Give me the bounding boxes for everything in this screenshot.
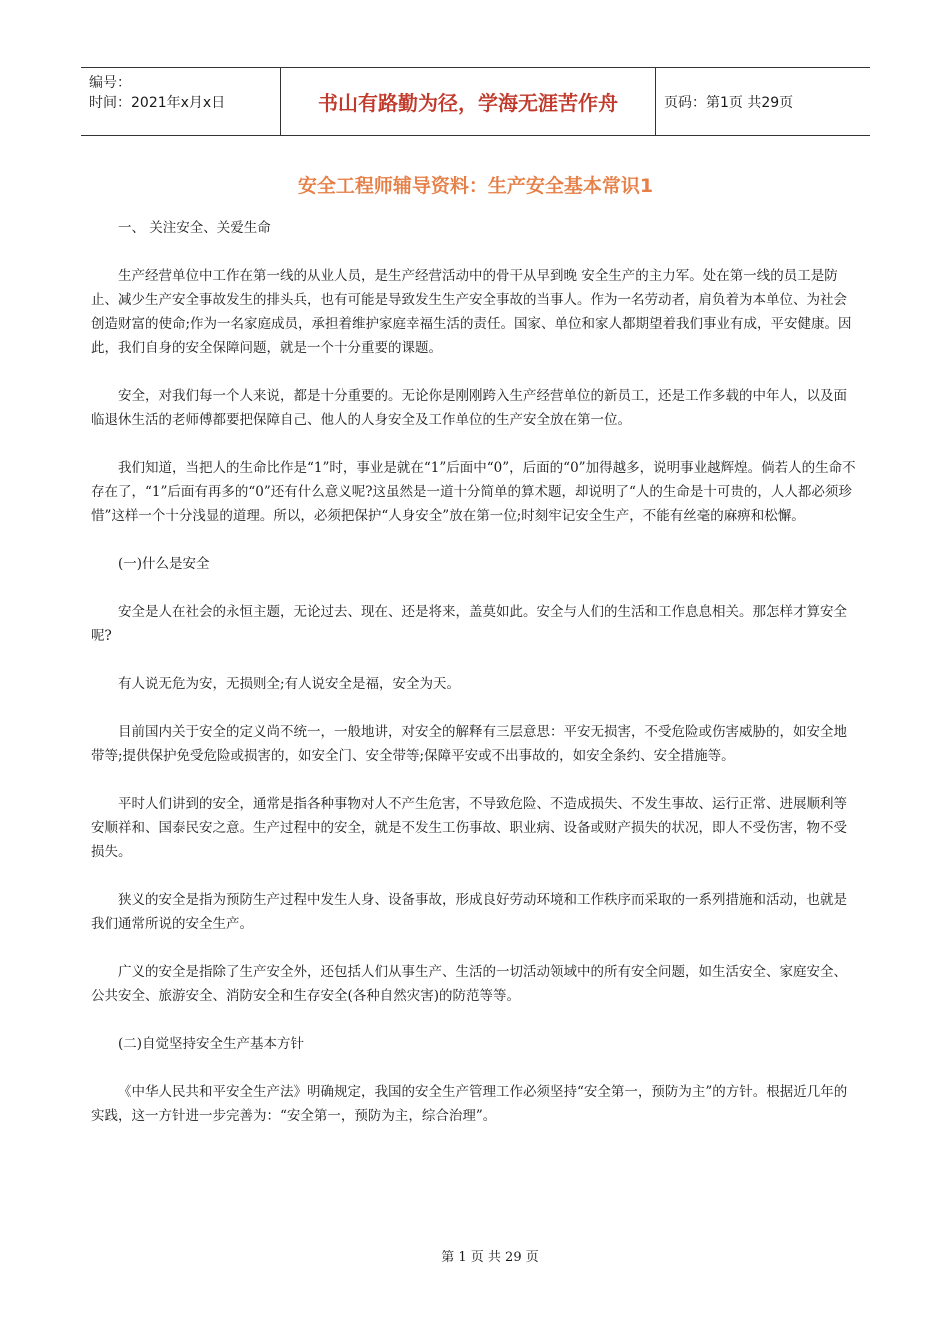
paragraph: 有人说无危为安，无损则全;有人说安全是福，安全为天。 [118,676,461,692]
paragraph: 狭义的安全是指为预防生产过程中发生人身、设备事故，形成良好劳动环境和工作秩序而采取的一系列措施和活动，也就是我们通常所说的安全生产。 [91,892,847,932]
document-date: 时间：2021年x月x日 [89,95,226,111]
header-page-info: 页码：第1页 共29页 [664,94,794,111]
document-title: 安全工程师辅导资料：生产安全基本常识1 [297,175,654,197]
paragraph: 广义的安全是指除了生产安全外，还包括人们从事生产、生活的一切活动领域中的所有安全问题，如生活安全、家庭安全、公共安全、旅游安全、消防安全和生存安全(各种自然灾害)的防范等等。 [91,964,847,1004]
header-motto: 书山有路勤为径，学海无涯苦作舟 [281,68,656,135]
subsection-heading: (一)什么是安全 [118,556,210,572]
page-header [81,67,870,136]
paragraph: 安全，对我们每一个人来说，都是十分重要的。无论你是刚刚跨入生产经营单位的新员工，还是工作多载的中年人，以及面临退休生活的老师傅都要把保障自己、他人的人身安全及工作单位的生产安全放在第一位。 [91,388,847,428]
paragraph: 平时人们讲到的安全，通常是指各种事物对人不产生危害，不导致危险、不造成损失、不发生事故、运行正常、进展顺利等安顺祥和、国泰民安之意。生产过程中的安全，就是不发生工伤事故、职业病、设备或财产损失的状况，即人不受伤害，物不受损失。 [91,796,847,860]
header-meta [81,68,281,135]
paragraph: 我们知道，当把人的生命比作是“1”时，事业是就在“1”后面中“0”，后面的“0”加得越多，说明事业越辉煌。倘若人的生命不存在了，“1”后面有再多的“0”还有什么意义呢?这虽然是一道十分简单的算术题，却说明了“人的生命是十可贵的，人人都必须珍惜”这样一个十分浅显的道理。所以，必须把保护“人身安全”放在第一位;时刻牢记安全生产，不能有丝毫的麻痹和松懈。 [91,460,856,524]
paragraph: 安全是人在社会的永恒主题，无论过去、现在、还是将来，盖莫如此。安全与人们的生活和工作息息相关。那怎样才算安全呢? [91,604,847,644]
paragraph: 生产经营单位中工作在第一线的从业人员，是生产经营活动中的骨干从早到晚 安全生产的主力军。处在第一线的员工是防止、减少生产安全事故发生的排头兵，也有可能是导致发生生产安全事故的当事人。作为一名劳动者，肩负着为本单位、为社会创造财富的使命;作为一名家庭成员，承担着维护家庭幸福生活的责任。国家、单位和家人都期望着我们事业有成，平安健康。因此，我们自身的安全保障问题，就是一个十分重要的课题。 [91,268,852,356]
page-footer: 第 1 页 共 29 页 [441,1250,539,1265]
section-heading: 一、 关注安全、关爱生命 [118,220,271,236]
document-body [91,216,859,1152]
paragraph: 目前国内关于安全的定义尚不统一，一般地讲，对安全的解释有三层意思：平安无损害，不受危险或伤害威胁的，如安全地带等;提供保护免受危险或损害的，如安全门、安全带等;保障平安或不出事故的，如安全条约、安全措施等。 [91,724,847,764]
subsection-heading: (二)自觉坚持安全生产基本方针 [118,1036,305,1052]
paragraph: 《中华人民共和平安全生产法》明确规定，我国的安全生产管理工作必须坚持“安全第一，预防为主”的方针。根据近几年的实践，这一方针进一步完善为：“安全第一，预防为主，综合治理”。 [91,1084,848,1124]
document-code-label: 编号： [89,75,131,91]
